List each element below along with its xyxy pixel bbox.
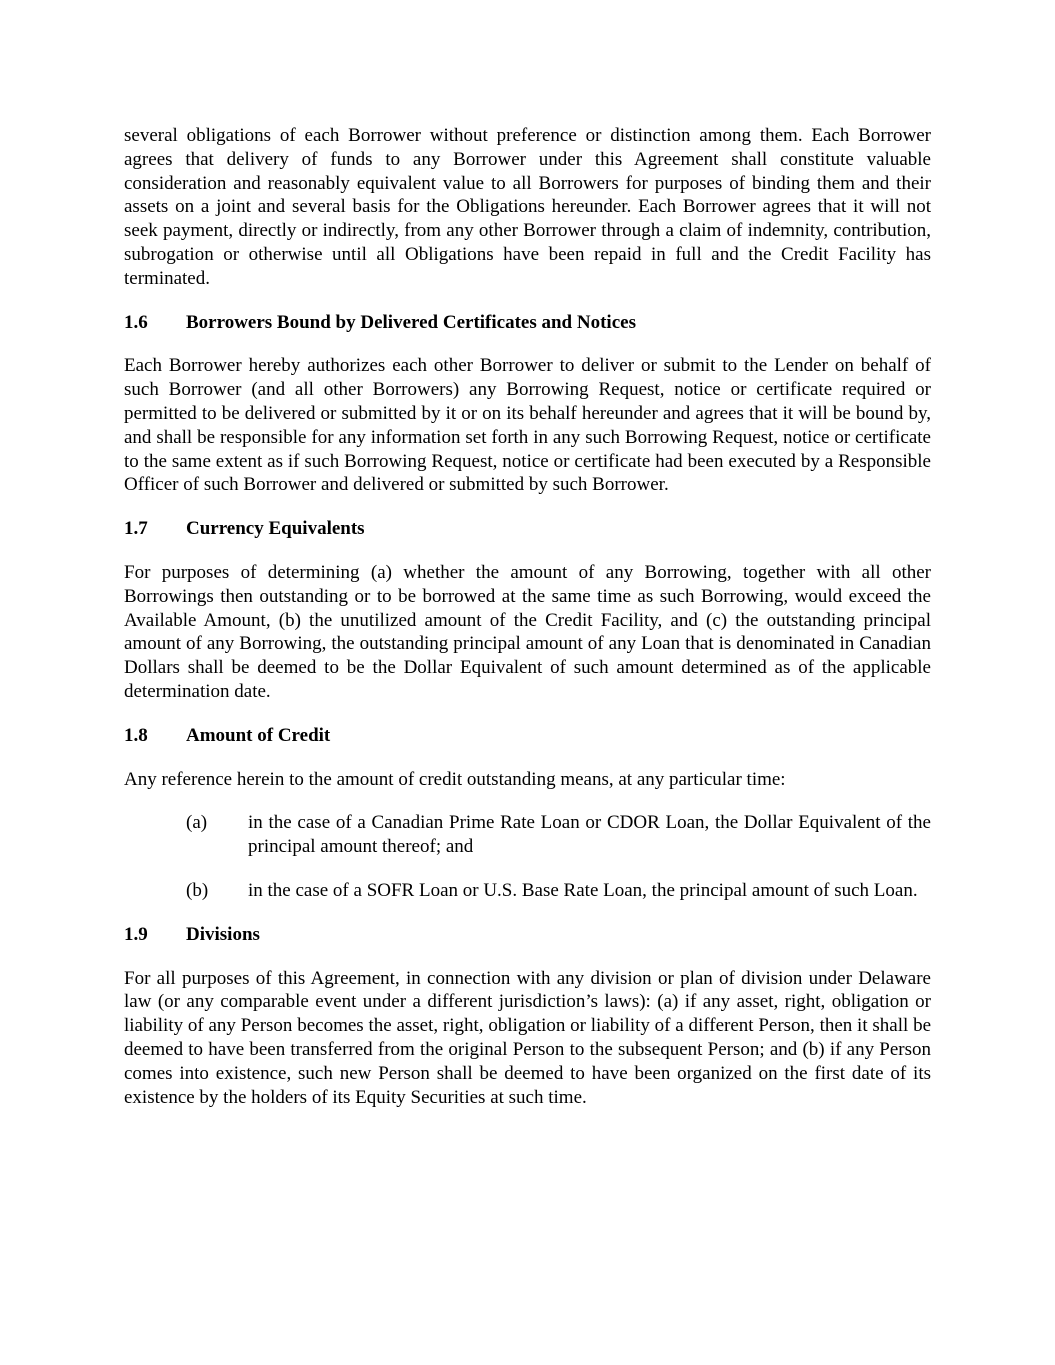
section-heading-1-6 <box>124 311 931 335</box>
section-title: Amount of Credit <box>186 724 331 746</box>
section-number: 1.8 <box>124 724 148 746</box>
list-item-text: in the case of a Canadian Prime Rate Loan or CDOR Loan, the Dollar Equivalent of the principal amount thereof; and <box>248 812 931 858</box>
section-body-1-7: For purposes of determining (a) whether the amount of any Borrowing, together with all other Borrowings then outstanding or to be borrowed at the same time as such Borrowing, would exceed the Available Amount, (b) the unutilized amount of the Credit Facility, and (c) the outstanding principal amount of any Borrowing, the outstanding principal amount of any Loan that is denominated in Canadian Dollars shall be deemed to be the Dollar Equivalent of such amount determined as of the applicable determination date. <box>124 561 931 702</box>
section-title: Divisions <box>186 923 260 945</box>
section-body-1-6: Each Borrower hereby authorizes each other Borrower to deliver or submit to the Lender on behalf of such Borrower (and all other Borrowers) any Borrowing Request, notice or certificate required or permitted to be delivered or submitted by it or on its behalf hereunder and agrees that it will be bound by, and shall be responsible for any information set forth in any such Borrowing Request, notice or certificate to the same extent as if such Borrowing Request, notice or certificate had been executed by a Responsible Officer of such Borrower and delivered or submitted by such Borrower. <box>124 355 931 496</box>
list-item <box>124 811 931 859</box>
list-item-label: (b) <box>186 879 209 901</box>
section-number: 1.7 <box>124 518 148 540</box>
section-number: 1.9 <box>124 923 148 945</box>
section-body-1-8: Any reference herein to the amount of credit outstanding means, at any particular time: <box>124 768 786 790</box>
section-heading-1-8 <box>124 724 931 748</box>
section-heading-1-9 <box>124 923 931 947</box>
list-item <box>124 879 931 903</box>
section-heading-1-7 <box>124 517 931 541</box>
list-item-label: (a) <box>186 812 208 834</box>
section-number: 1.6 <box>124 311 148 333</box>
section-body-1-9: For all purposes of this Agreement, in connection with any division or plan of division under Delaware law (or any comparable event under a different jurisdiction’s laws): (a) if any asset, right, obligation or liability of any Person becomes the asset, right, obligation or liability of a different Person, then it shall be deemed to have been transferred from the original Person to the subsequent Person; and (b) if any Person comes into existence, such new Person shall be deemed to have been organized on the first date of its existence by the holders of its Equity Securities at such time. <box>124 967 931 1108</box>
list-item-text: in the case of a SOFR Loan or U.S. Base Rate Loan, the principal amount of such Loan. <box>248 879 918 901</box>
section-title: Borrowers Bound by Delivered Certificates and Notices <box>186 311 636 333</box>
opening-paragraph: several obligations of each Borrower without preference or distinction among them. Each Borrower agrees that delivery of funds to any Borrower under this Agreement shall constitute valuable consideration and reasonably equivalent value to all Borrowers for purposes of binding them and their assets on a joint and several basis for the Obligations hereunder. Each Borrower agrees that it will not seek payment, directly or indirectly, from any other Borrower through a claim of indemnity, contribution, subrogation or otherwise until all Obligations have been repaid in full and the Credit Facility has terminated. <box>124 125 931 289</box>
document-page <box>124 124 931 1109</box>
section-title: Currency Equivalents <box>186 518 365 540</box>
